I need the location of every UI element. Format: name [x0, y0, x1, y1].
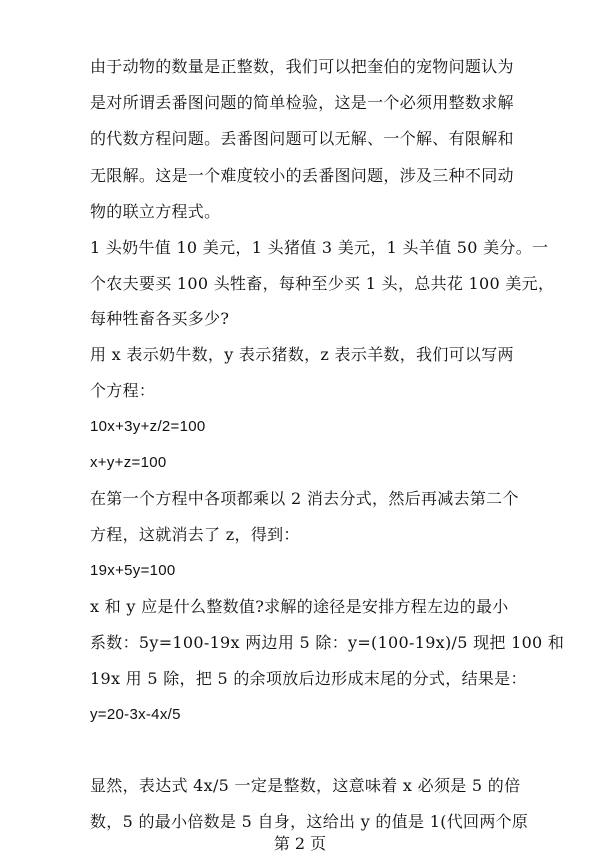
paragraph-line: 系数：5y=100-19x 两边用 5 除：y=(100-19x)/5 现把 100 和: [90, 633, 565, 652]
equation-line: 10x+3y+z/2=100: [90, 418, 206, 435]
paragraph-line: 显然，表达式 4x/5 一定是整数，这意味着 x 必须是 5 的倍: [90, 776, 521, 795]
page-number: 第 2 页: [273, 834, 327, 853]
paragraph-line: 每种牲畜各买多少?: [90, 309, 230, 328]
equation-line: x+y+z=100: [90, 454, 167, 471]
paragraph-line: 个方程：: [90, 381, 156, 400]
paragraph-line: 19x 用 5 除，把 5 的余项放后边形成末尾的分式，结果是：: [90, 669, 527, 688]
paragraph-line: 由于动物的数量是正整数，我们可以把奎伯的宠物问题认为: [90, 57, 514, 76]
paragraph-line: 无限解。这是一个难度较小的丢番图问题，涉及三种不同动: [90, 166, 514, 185]
paragraph-line: 数，5 的最小倍数是 5 自身，这给出 y 的值是 1(代回两个原: [90, 812, 529, 831]
paragraph-line: 在第一个方程中各项都乘以 2 消去分式，然后再减去第二个: [90, 489, 519, 508]
paragraph-line: 的代数方程问题。丢番图问题可以无解、一个解、有限解和: [90, 129, 514, 148]
equation-line: y=20-3x-4x/5: [90, 706, 181, 723]
paragraph-line: 是对所谓丢番图问题的简单检验，这是一个必须用整数求解: [90, 93, 514, 112]
paragraph-line: 方程，这就消去了 z，得到：: [90, 525, 300, 544]
paragraph-line: 个农夫要买 100 头牲畜，每种至少买 1 头，总共花 100 美元，: [90, 274, 555, 293]
paragraph-line: x 和 y 应是什么整数值?求解的途径是安排方程左边的最小: [90, 597, 509, 616]
paragraph-line: 用 x 表示奶牛数，y 表示猪数，z 表示羊数，我们可以写两: [90, 345, 514, 364]
equation-line: 19x+5y=100: [90, 562, 176, 579]
paragraph-line: 物的联立方程式。: [90, 202, 221, 221]
paragraph-line: 1 头奶牛值 10 美元，1 头猪值 3 美元，1 头羊值 50 美分。一: [90, 238, 549, 257]
